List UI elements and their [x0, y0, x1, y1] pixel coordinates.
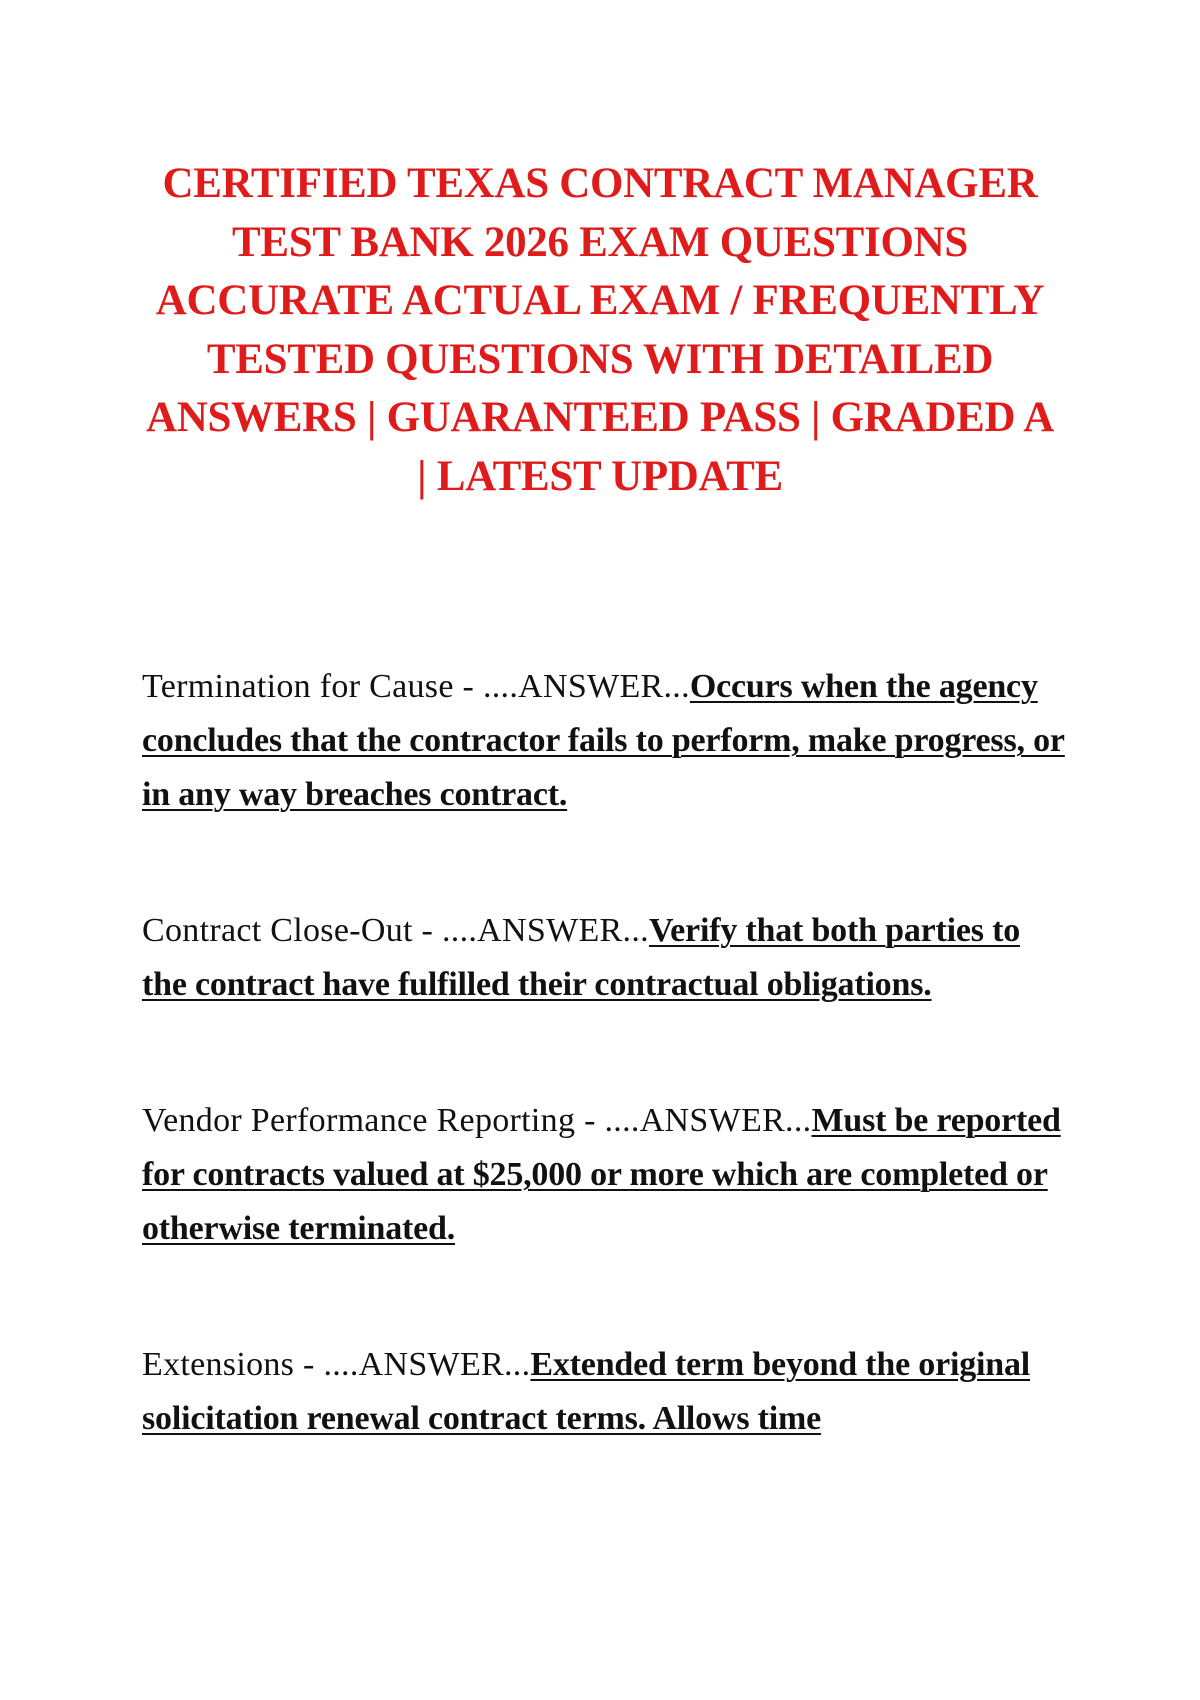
qa-item-vendor-performance-reporting	[142, 1094, 1072, 1256]
document-title: CERTIFIED TEXAS CONTRACT MANAGER TEST BANK 2026 EXAM QUESTIONS ACCURATE ACTUAL EXAM / FREQUENTLY TESTED QUESTIONS WITH DETAILED ANSWERS | GUARANTEED PASS | GRADED A | LATEST UPDATE	[145, 160, 1055, 500]
qa-list	[142, 660, 1072, 1446]
qa-separator: - ....ANSWER...	[412, 912, 649, 949]
qa-answer: Occurs when the agency concludes that the contractor fails to perform, make progress, or in any way breaches contract.	[142, 668, 1065, 813]
qa-term: Vendor Performance Reporting	[142, 1102, 576, 1139]
qa-item-contract-close-out	[142, 904, 1072, 1012]
qa-term: Termination for Cause	[142, 668, 454, 705]
qa-term: Extensions	[142, 1346, 295, 1383]
qa-separator: - ....ANSWER...	[294, 1346, 531, 1383]
qa-separator: - ....ANSWER...	[453, 668, 690, 705]
qa-answer: Verify that both parties to the contract have fulfilled their contractual obligations.	[142, 912, 1021, 1003]
qa-answer: Must be reported for contracts valued at $25,000 or more which are completed or otherwise terminated.	[142, 1102, 1061, 1247]
qa-separator: - ....ANSWER...	[575, 1102, 812, 1139]
qa-item-termination-for-cause	[142, 660, 1072, 822]
qa-answer: Extended term beyond the original solicitation renewal contract terms. Allows time	[142, 1346, 1031, 1437]
qa-item-extensions	[142, 1338, 1072, 1446]
qa-term: Contract Close-Out	[142, 912, 413, 949]
